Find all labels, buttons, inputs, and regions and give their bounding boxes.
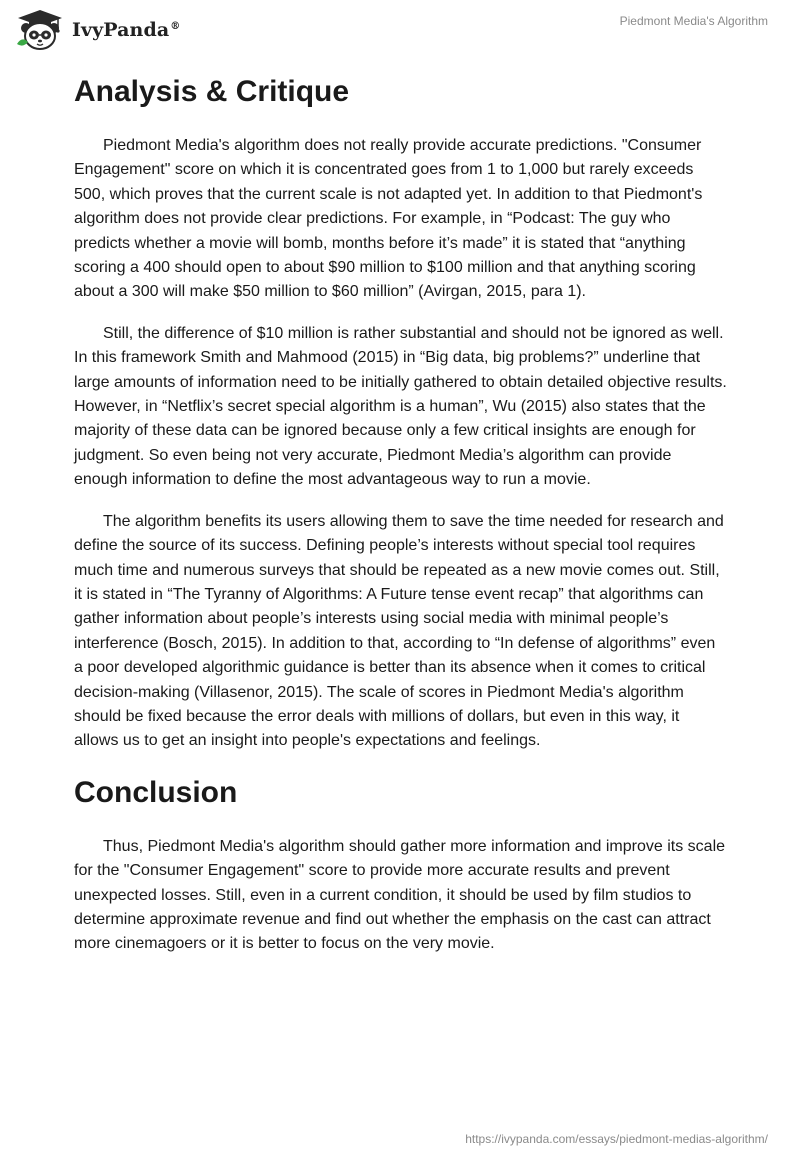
registered-mark: ® [170, 20, 181, 32]
ivypanda-logo[interactable] [14, 8, 180, 52]
essay-body [74, 70, 728, 974]
page-header [0, 0, 800, 60]
paragraph: Thus, Piedmont Media's algorithm should gather more information and improve its scale for the "Consumer Engagement" score to provide more accurate results and prevent unexpected losses. Still, even in a current condition, it should be used by film studios to determine approximate revenue and find out whether the emphasis on the cast can attract more cinemagoers or it is better to focus on the very movie. [74, 837, 726, 953]
document-title: Piedmont Media's Algorithm [619, 14, 768, 28]
section-heading-conclusion: Conclusion [74, 775, 238, 809]
paragraph: Still, the difference of $10 million is rather substantial and should not be ignored as well. In this framework Smith and Mahmood (2015) in “Big data, big problems?” underline that large amounts of information need to be initially gathered to obtain detailed objective results. However, in “Netflix’s secret special algorithm is a human”, Wu (2015) also states that the majority of these data can be ignored because only a few critical insights are enough for judgment. So even being not very accurate, Piedmont Media’s algorithm can provide enough information to define the most advantageous way to run a movie. [74, 324, 727, 489]
source-url[interactable]: https://ivypanda.com/essays/piedmont-medias-algorithm/ [465, 1132, 768, 1146]
section-heading-analysis: Analysis & Critique [74, 75, 350, 108]
paragraph: Piedmont Media's algorithm does not really provide accurate predictions. "Consumer Engagement" score on which it is concentrated goes from 1 to 1,000 but rarely exceeds 500, which proves that the current scale is not adapted yet. In addition to that Piedmont's algorithm does not provide clear predictions. For example, in “Podcast: The guy who predicts whether a movie will bomb, months before it’s made” it is stated that “anything scoring a 400 should open to about $90 million to $100 million and that anything scoring about a 300 will make $50 million to $60 million” (Avirgan, 2015, para 1). [74, 137, 703, 301]
logo-text: IvyPanda® [72, 19, 181, 41]
paragraph: The algorithm benefits its users allowing them to save the time needed for research and define the source of its success. Defining people’s interests without special tool requires much time and numerous surveys that should be repeated as a new movie comes out. Still, it is stated in “The Tyranny of Algorithms: A Future tense event recap” that algorithms can gather information about people’s interests using social media with minimal people’s interference (Bosch, 2015). In addition to that, according to “In defense of algorithms” even a poor developed algorithmic guidance is better than its absence when it comes to critical decision-making (Villasenor, 2015). The scale of scores in Piedmont Media's algorithm should be fixed because the error deals with millions of dollars, but even in this way, it allows us to get an insight into people's expectations and feelings. [74, 512, 724, 750]
panda-graduate-icon [14, 8, 66, 52]
